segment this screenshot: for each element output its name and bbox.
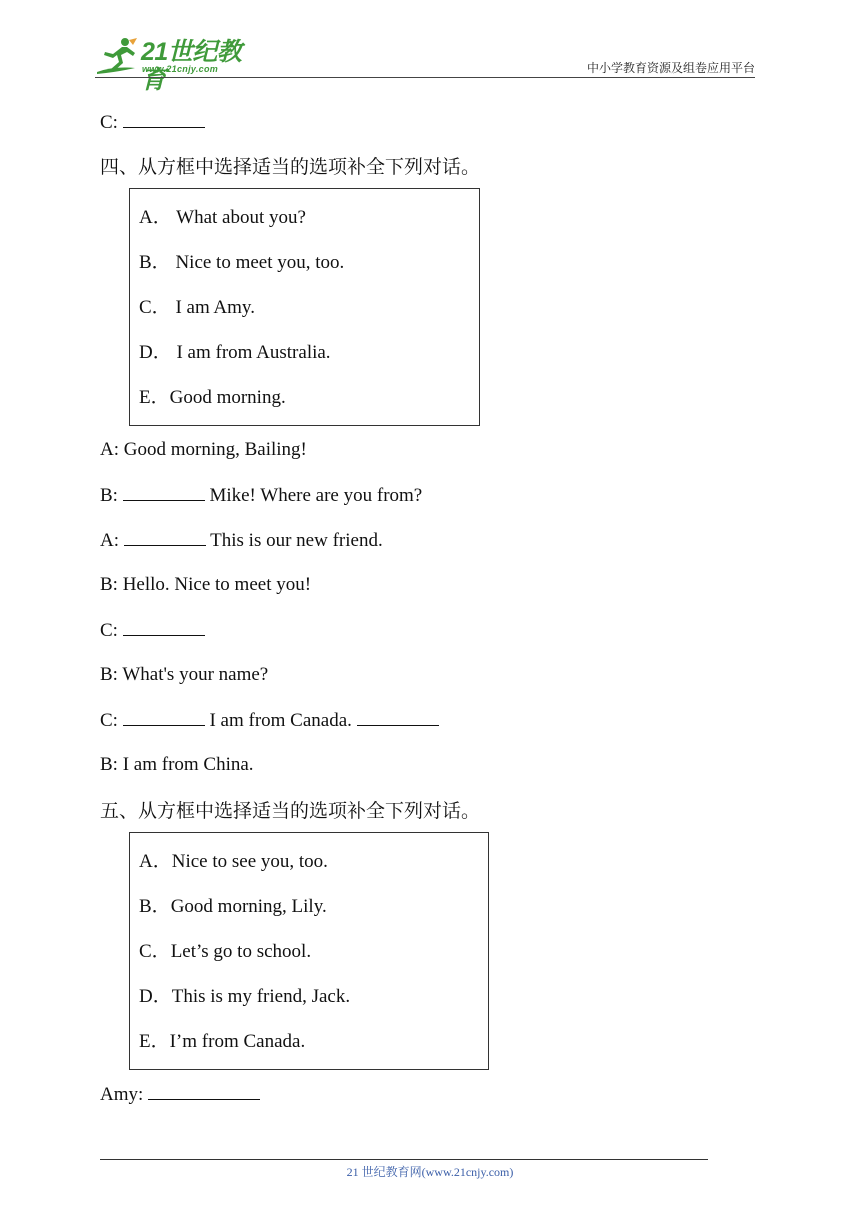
option-letter: A． xyxy=(139,851,172,872)
line-text: Good morning, Bailing! xyxy=(119,439,307,460)
dialogue-line xyxy=(100,1083,260,1106)
option-letter: B． xyxy=(139,896,171,917)
option-letter: C． xyxy=(139,941,171,962)
dialogue-line xyxy=(100,574,311,596)
dialogue-line xyxy=(100,529,383,552)
runner-logo-icon xyxy=(95,36,139,76)
dialogue-line-top xyxy=(100,111,205,134)
header-divider xyxy=(95,77,755,78)
option-letter: A． xyxy=(139,207,172,228)
line-text: I am from China. xyxy=(117,754,254,775)
option-text: I’m from Canada. xyxy=(169,1031,306,1052)
speaker: A: xyxy=(100,530,119,551)
option-c xyxy=(139,297,255,319)
option-e xyxy=(139,387,286,409)
answer-blank[interactable] xyxy=(357,709,439,726)
speaker: B: xyxy=(100,574,118,595)
option-d xyxy=(139,342,331,364)
footer-divider xyxy=(100,1159,708,1160)
answer-blank[interactable] xyxy=(123,619,205,636)
option-c xyxy=(139,941,311,963)
dialogue-line xyxy=(100,664,268,686)
answer-blank[interactable] xyxy=(124,529,206,546)
option-text: Good morning, Lily. xyxy=(170,896,327,917)
speaker: B: xyxy=(100,754,118,775)
logo-url: www.21cnjy.com xyxy=(142,64,219,74)
option-text: Let’s go to school. xyxy=(170,941,312,962)
option-b xyxy=(139,896,327,918)
speaker: C: xyxy=(100,620,118,641)
speaker: B: xyxy=(100,485,118,506)
option-text: This is my friend, Jack. xyxy=(171,986,351,1007)
logo-text: 21世纪教育 xyxy=(141,38,242,94)
option-text: Good morning. xyxy=(169,387,286,408)
page-header xyxy=(95,36,755,94)
option-d xyxy=(139,986,350,1008)
dialogue-line xyxy=(100,709,439,732)
option-text: Nice to meet you, too. xyxy=(175,252,345,273)
option-text: Nice to see you, too. xyxy=(171,851,328,872)
site-logo xyxy=(95,36,255,94)
option-text: I am Amy. xyxy=(175,297,255,318)
line-text: This is our new friend. xyxy=(205,530,383,551)
line-text: Hello. Nice to meet you! xyxy=(117,574,312,595)
option-text: What about you? xyxy=(176,207,306,228)
platform-name: 中小学教育资源及组卷应用平台 xyxy=(586,61,755,75)
line-text: I am from Canada. xyxy=(204,710,357,731)
line-text: Mike! Where are you from? xyxy=(204,485,423,506)
speaker: Amy: xyxy=(100,1084,144,1105)
section-4-heading: 四、从方框中选择适当的选项补全下列对话。 xyxy=(100,156,481,178)
option-letter: E． xyxy=(139,1031,170,1052)
dialogue-line xyxy=(100,754,254,776)
answer-blank[interactable] xyxy=(123,709,205,726)
option-letter: D． xyxy=(139,986,172,1007)
dialogue-line xyxy=(100,439,307,461)
option-a xyxy=(139,207,306,229)
dialogue-line xyxy=(100,484,422,507)
section-5-options-box xyxy=(129,832,489,1070)
answer-blank[interactable] xyxy=(123,111,205,128)
dialogue-line xyxy=(100,619,205,642)
option-text: I am from Australia. xyxy=(176,342,331,363)
option-letter: C． xyxy=(139,297,171,318)
speaker: A: xyxy=(100,439,119,460)
option-b xyxy=(139,252,344,274)
speaker: B: xyxy=(100,664,118,685)
footer-text: 21 世纪教育网(www.21cnjy.com) xyxy=(346,1165,514,1179)
answer-blank[interactable] xyxy=(123,484,205,501)
section-5-heading: 五、从方框中选择适当的选项补全下列对话。 xyxy=(100,800,481,822)
line-text: What's your name? xyxy=(117,664,269,685)
option-a xyxy=(139,851,328,873)
section-4-options-box xyxy=(129,188,480,426)
option-letter: E． xyxy=(139,387,170,408)
option-e xyxy=(139,1031,305,1053)
speaker: C: xyxy=(100,112,118,133)
answer-blank[interactable] xyxy=(148,1083,260,1100)
option-letter: D． xyxy=(139,342,172,363)
speaker: C: xyxy=(100,710,118,731)
option-letter: B． xyxy=(139,252,171,273)
